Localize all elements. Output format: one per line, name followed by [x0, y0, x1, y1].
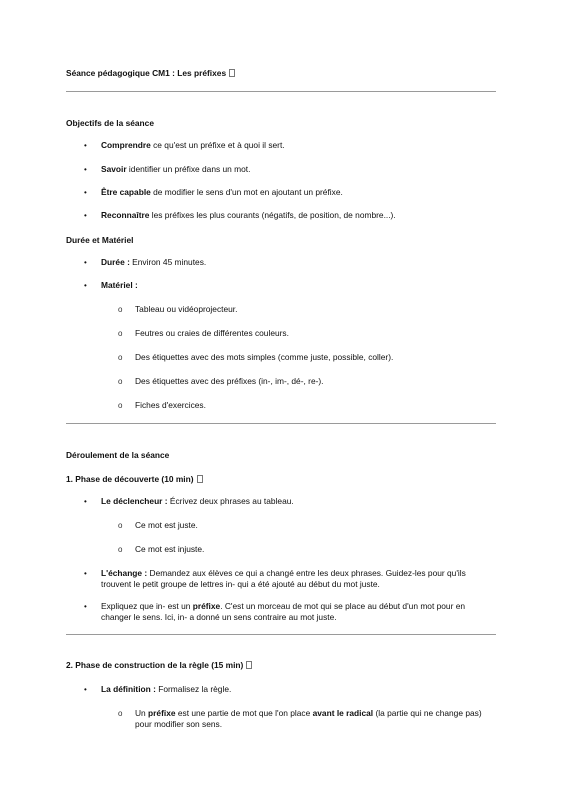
- sentence-2: Ce mot est injuste.: [135, 544, 205, 554]
- emoji-placeholder-icon: [229, 69, 235, 77]
- material-label: Matériel :: [101, 280, 138, 290]
- bullet-icon: •: [84, 685, 87, 694]
- rule-line-1: Un préfixe est une partie de mot que l'on place avant le radical (la partie qui ne change pas): [135, 708, 482, 718]
- echange-line-2: trouvent le petit groupe de lettres in- qui a été ajouté au début du mot juste.: [101, 579, 380, 589]
- sub-bullet-icon: o: [118, 377, 123, 386]
- bullet-icon: •: [84, 497, 87, 506]
- divider: [66, 91, 496, 92]
- title-text: Séance pédagogique CM1 : Les préfixes: [66, 68, 227, 78]
- phase2-title: 2. Phase de construction de la règle (15 min): [66, 660, 252, 671]
- material-item-2: Feutres ou craies de différentes couleurs.: [135, 328, 289, 338]
- explain-line-2: changer le sens. Ici, in- a donné un sens contraire au mot juste.: [101, 612, 337, 622]
- echange-line-1: L'échange : Demandez aux élèves ce qui a changé entre les deux phrases. Guidez-les pour qu'ils: [101, 568, 466, 578]
- emoji-placeholder-icon: [246, 661, 252, 669]
- objective-item-2: Savoir identifier un préfixe dans un mot.: [101, 164, 251, 174]
- rule-line-2: pour modifier son sens.: [135, 719, 223, 729]
- material-item-1: Tableau ou vidéoprojecteur.: [135, 304, 238, 314]
- sub-bullet-icon: o: [118, 401, 123, 410]
- divider: [66, 423, 496, 424]
- bullet-icon: •: [84, 602, 87, 611]
- declencheur-item: Le déclencheur : Écrivez deux phrases au tableau.: [101, 496, 294, 506]
- bullet-icon: •: [84, 211, 87, 220]
- bullet-icon: •: [84, 188, 87, 197]
- sub-bullet-icon: o: [118, 329, 123, 338]
- bullet-icon: •: [84, 258, 87, 267]
- bullet-icon: •: [84, 165, 87, 174]
- divider: [66, 634, 496, 635]
- sentence-1: Ce mot est juste.: [135, 520, 198, 530]
- deroulement-heading: Déroulement de la séance: [66, 450, 170, 460]
- sub-bullet-icon: o: [118, 353, 123, 362]
- sub-bullet-icon: o: [118, 709, 123, 718]
- duration-item: Durée : Environ 45 minutes.: [101, 257, 207, 267]
- duration-heading: Durée et Matériel: [66, 235, 134, 245]
- bullet-icon: •: [84, 141, 87, 150]
- objectives-heading: Objectifs de la séance: [66, 118, 154, 128]
- sub-bullet-icon: o: [118, 305, 123, 314]
- material-item-5: Fiches d'exercices.: [135, 400, 206, 410]
- document-title: [66, 68, 235, 79]
- objective-item-1: Comprendre ce qu'est un préfixe et à quoi il sert.: [101, 140, 285, 150]
- phase1-title: 1. Phase de découverte (10 min): [66, 474, 203, 485]
- bullet-icon: •: [84, 281, 87, 290]
- bullet-icon: •: [84, 569, 87, 578]
- sub-bullet-icon: o: [118, 545, 123, 554]
- objective-item-4: Reconnaître les préfixes les plus courants (négatifs, de position, de nombre...).: [101, 210, 396, 220]
- explain-line-1: Expliquez que in- est un préfixe. C'est un morceau de mot qui se place au début d'un mot pour en: [101, 601, 466, 611]
- sub-bullet-icon: o: [118, 521, 123, 530]
- objective-item-3: Être capable de modifier le sens d'un mot en ajoutant un préfixe.: [101, 187, 343, 197]
- material-item-4: Des étiquettes avec des préfixes (in-, im-, dé-, re-).: [135, 376, 324, 386]
- definition-item: La définition : Formalisez la règle.: [101, 684, 232, 694]
- emoji-placeholder-icon: [197, 475, 203, 483]
- material-item-3: Des étiquettes avec des mots simples (comme juste, possible, coller).: [135, 352, 394, 362]
